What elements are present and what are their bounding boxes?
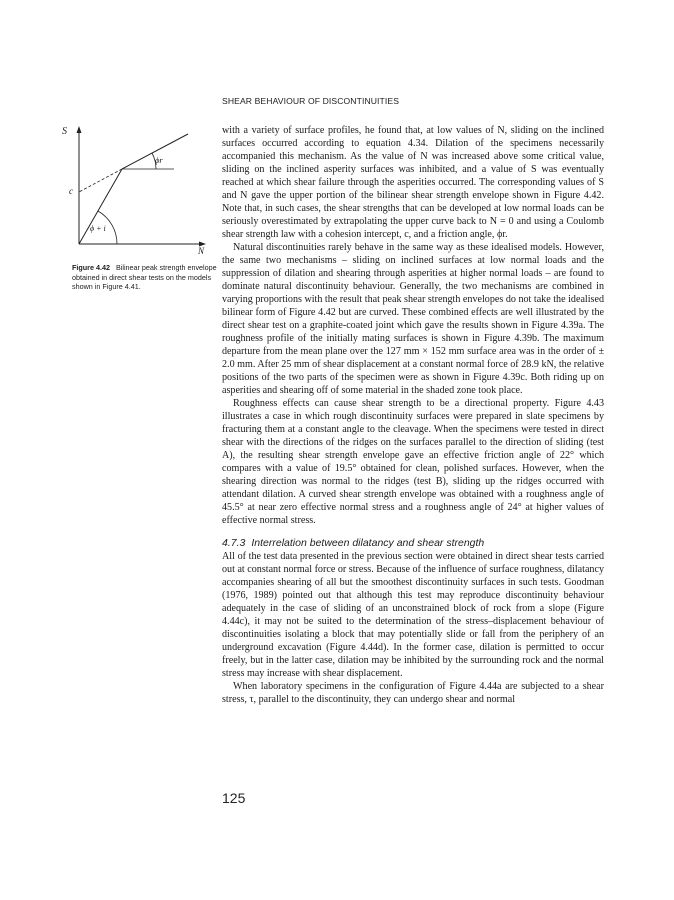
section-heading — [222, 537, 604, 550]
section-number: 4.7.3 — [222, 537, 246, 549]
intercept-label: c — [69, 186, 73, 196]
body-text — [222, 124, 604, 706]
figure-4-42-diagram — [64, 122, 214, 262]
paragraph: with a variety of surface profiles, he found that, at low values of N, sliding on the inclined surfaces occurred according to equation 4.34. Dilation of the specimens necessarily accompanied this mechanism. As the value of N was increased above some critical value, sliding on the inclined asperity surfaces was inhibited, and a value of S was eventually reached at which shear failure through the asperities occurred. The corresponding values of S and N gave the upper portion of the bilinear shear strength envelope shown in Figure 4.42. Note that, in such cases, the shear strengths that can be developed at low normal loads can be seriously overestimated by extrapolating the upper curve back to N = 0 and using a Coulomb shear strength law with a cohesion intercept, c, and a friction angle, ϕr. — [222, 125, 604, 240]
paragraph: All of the test data presented in the previous section were obtained in direct shear tests carried out at constant normal force or stress. Because of the influence of surface roughness, dilatancy accompanies shearing of all but the smoothest discontinuity surfaces in such tests. Goodman (1976, 1989) pointed out that although this test may reproduce discontinuity behaviour adequately in the case of sliding of an unconstrained block of rock from a slope (Figure 4.44c), it may not be suited to the determination of the stress–displacement behaviour of discontinuities isolating a block that may potentially slide or fall from the periphery of an underground excavation (Figure 4.44d). In the former case, dilation is permitted to occur freely, but in the latter case, dilation may be inhibited by the surrounding rock and the normal stress may increase with shear displacement. — [222, 551, 604, 679]
x-axis-label: N — [198, 246, 205, 256]
caption-text: Bilinear peak strength envelope obtained in direct shear tests on the models shown in Figure 4.41. — [72, 263, 217, 292]
section-title: Interrelation between dilatancy and shear strength — [251, 537, 485, 549]
lower-angle-label: ϕ + i — [90, 224, 106, 233]
caption-number: Figure 4.42 — [72, 263, 110, 272]
paragraph: Natural discontinuities rarely behave in the same way as these idealised models. However, the same two mechanisms – sliding on inclined surfaces at low normal loads and the suppression of dilation and shearing through asperities at higher normal loads – are found to dominate natural discontinuity behaviour. Generally, the two mechanisms are combined in varying proportions with the result that peak shear strength envelopes do not take the idealised bilinear form of Figure 4.42 but are curved. These combined effects are well illustrated by the direct shear test on a graphite-coated joint which gave the results shown in Figure 4.39a. The roughness profile of the initially mating surfaces is shown in Figure 4.39b. The maximum departure from the mean plane over the 127 mm × 152 mm surface area was in the order of ± 2.0 mm. After 25 mm of shear displacement at a constant normal force of 28.9 kN, the relative positions of the two parts of the specimen were as shown in Figure 4.39c. Both riding up on asperities and shearing off of some material in the shaded zone took place. — [222, 242, 604, 396]
y-axis-label: S — [62, 126, 67, 137]
paragraph: When laboratory specimens in the configuration of Figure 4.44a are subjected to a shear stress, τ, parallel to the discontinuity, they can undergo shear and normal — [222, 681, 604, 705]
paragraph: Roughness effects can cause shear strength to be a directional property. Figure 4.43 illustrates a case in which rough discontinuity surfaces were prepared in slate specimens by fracturing them at a constant angle to the cleavage. When the specimens were tested in direct shear with the directions of the ridges on the surfaces parallel to the direction of sliding (test A), the resulting shear strength envelope gave an effective friction angle of 22° which compares with a value of 19.5° obtained for clean, polished surfaces. However, when the shearing direction was normal to the ridges (test B), sliding up the ridges occurred with attendant dilation. A curved shear strength envelope was obtained with a roughness angle of 45.5° at near zero effective normal stress and a roughness angle of 24° at higher values of effective normal stress. — [222, 398, 604, 526]
running-head: SHEAR BEHAVIOUR OF DISCONTINUITIES — [222, 96, 400, 106]
figure-caption — [72, 263, 218, 292]
y-axis-arrow — [77, 126, 82, 133]
bilinear-envelope-plot — [64, 122, 214, 262]
page-number: 125 — [222, 790, 246, 806]
upper-angle-label: ϕr — [155, 155, 163, 165]
